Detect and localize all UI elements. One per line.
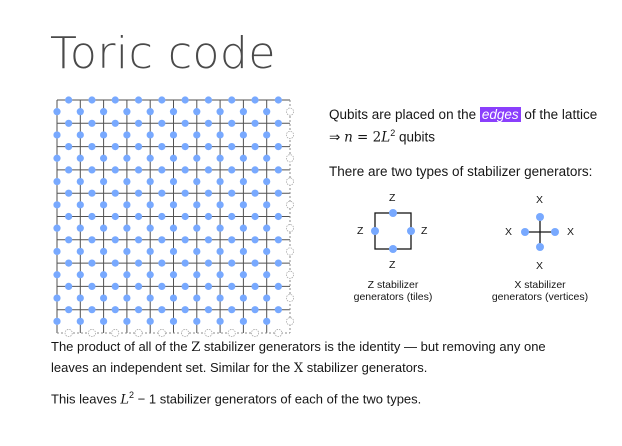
leaves-text-b: − 1 stabilizer generators of each of the two types. — [134, 391, 422, 407]
product-line-1 — [51, 337, 546, 358]
z-right-qubit — [407, 227, 415, 235]
leaves-paragraph — [51, 385, 421, 410]
x-left-qubit — [521, 228, 529, 236]
x-caption-line1: X stabilizer — [514, 279, 566, 291]
x-caption-line2: generators (vertices) — [491, 291, 589, 303]
product-text-c: leaves an independent set. Similar for the — [51, 360, 294, 375]
qubit-line-after: of the lattice — [520, 107, 598, 122]
z-left-label: Z — [357, 225, 364, 237]
x-caption — [480, 279, 600, 303]
z-tile-square — [375, 213, 411, 249]
L-symbol: L — [381, 129, 391, 146]
z-symbol: Z — [191, 340, 201, 355]
qubit-line-before: Qubits are placed on the — [329, 107, 480, 122]
product-line-2 — [51, 358, 546, 379]
x-left-label: X — [505, 226, 513, 238]
x-right-qubit — [551, 228, 559, 236]
product-text-b: stabilizer generators is the identity — but removing any one — [200, 339, 546, 354]
product-paragraph — [51, 337, 546, 379]
equals-two: = 2 — [352, 129, 382, 146]
edges-highlight: edges — [481, 107, 519, 122]
z-right-label: Z — [421, 225, 428, 237]
product-text-a: The product of all of the — [51, 339, 192, 354]
x-bottom-qubit — [536, 243, 544, 251]
z-bottom-qubit — [389, 245, 397, 253]
exponent-two: 2 — [390, 128, 396, 138]
n-symbol: n — [344, 129, 353, 146]
z-caption — [343, 279, 443, 303]
product-text-d: stabilizer generators. — [303, 360, 428, 375]
implies-symbol: ⇒ — [329, 129, 345, 145]
slide-title: Toric code — [50, 28, 276, 79]
x-top-label: X — [536, 194, 544, 206]
z-caption-line2: generators (tiles) — [353, 291, 433, 303]
z-top-label: Z — [389, 192, 396, 204]
z-caption-line1: Z stabilizer — [367, 279, 419, 291]
x-bottom-label: X — [536, 260, 544, 272]
leaves-L-symbol: L — [120, 392, 130, 408]
two-types-line: There are two types of stabilizer generators: — [329, 164, 593, 179]
x-symbol: X — [293, 361, 304, 376]
z-top-qubit — [389, 209, 397, 217]
leaves-exponent: 2 — [129, 390, 135, 400]
leaves-text-a: This leaves — [51, 391, 121, 407]
qubits-word: qubits — [395, 129, 436, 145]
z-bottom-label: Z — [389, 259, 396, 271]
x-top-qubit — [536, 213, 544, 221]
x-right-label: X — [567, 226, 575, 238]
z-left-qubit — [371, 227, 379, 235]
